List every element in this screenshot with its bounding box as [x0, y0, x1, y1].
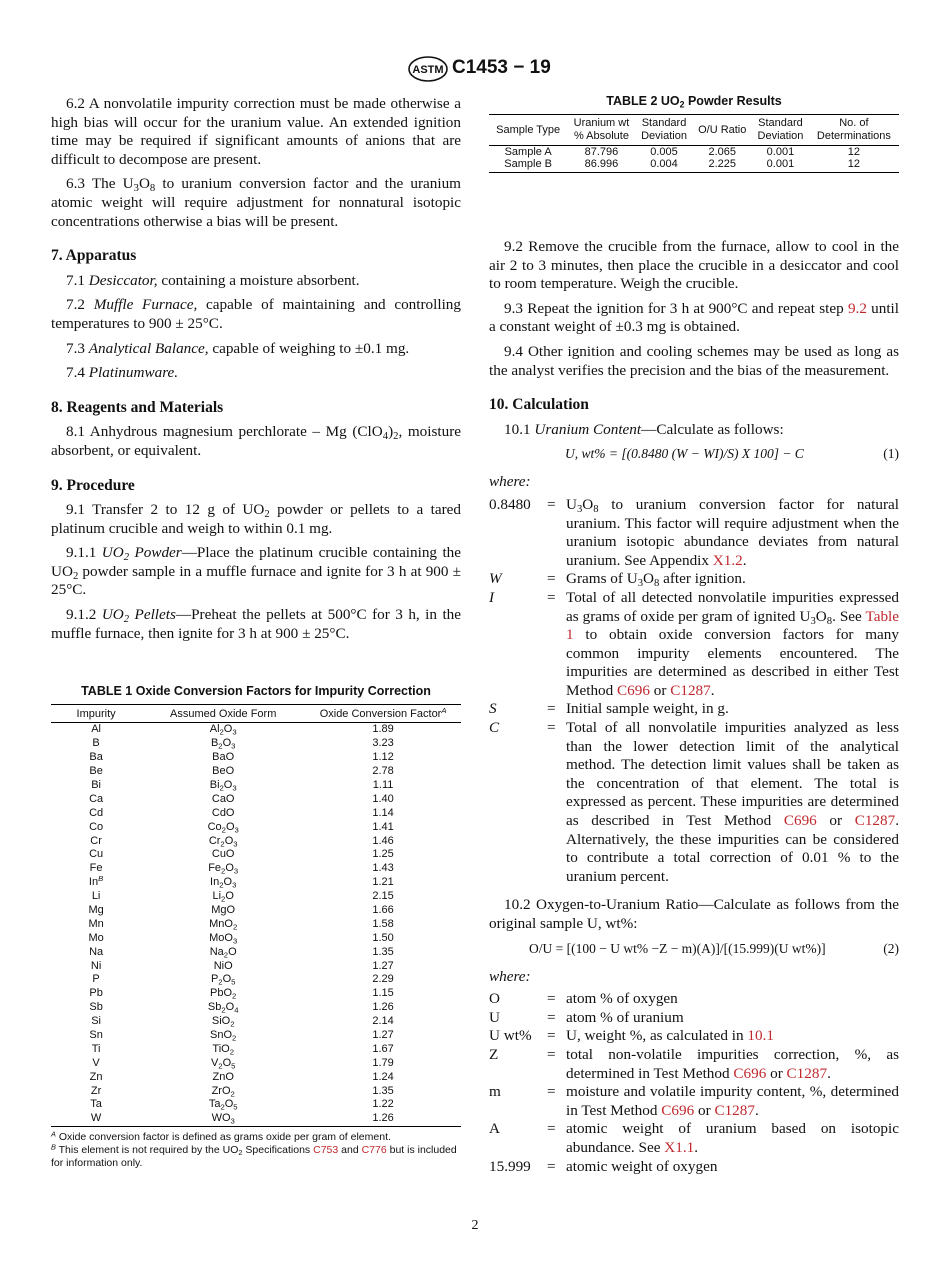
table-2-cell: 0.004 [636, 158, 693, 173]
table-2-cell: 12 [847, 146, 861, 158]
link-c696[interactable]: C696 [617, 681, 650, 699]
astm-logo-icon [408, 56, 448, 82]
oxide-form-cell: $B_2O_3$ [210, 737, 236, 751]
table-1-body [51, 723, 461, 1127]
equation-1-body: U, wt% = [(0.8480 (W − WI)/S) X 100] − C [565, 446, 804, 462]
definition-c: C = Total of all nonvolatile impurities analyzed as less than the lower detection limit of the analytical method. The detection limit values shall be taken as the concentration of that element. The total is expressed as percent. These impurities are determined as described in Test Method C696 or C1287. Alternatively, the these impurities can be considered to contribute a total correction of 0.01 % to the uranium percent. [489, 719, 899, 885]
oxide-form-cell: $Li_2O$ [212, 890, 234, 904]
oxide-form-cell: SnO$_2$ [210, 1029, 237, 1043]
table-1-footnotes [51, 1131, 461, 1170]
factor-cell: 1.79 [372, 1056, 394, 1069]
table-2-grid [489, 114, 899, 173]
impurity-cell: Mn [88, 917, 104, 930]
impurity-cell: Na [89, 945, 104, 958]
table-2-header: O/U Ratio [692, 115, 752, 146]
table-2-cell: Sample B [489, 158, 567, 173]
table-2-uo2-powder-results [489, 94, 899, 173]
factor-cell: 2.29 [372, 973, 394, 986]
link-c696[interactable]: C696 [783, 812, 817, 830]
para-10-2: 10.2 Oxygen-to-Uranium Ratio—Calculate as follows from the original sample U, wt%: [489, 896, 899, 932]
link-x1-2[interactable]: X1.2 [712, 551, 743, 569]
oxide-form-cell: $P_2O_5$ [210, 973, 236, 987]
equation-2-body: O/U = [(100 − U wt% −Z − m)(A)]/[(15.999)(U wt%)] [529, 940, 826, 956]
oxide-form-cell: SiO$_2$ [211, 1015, 235, 1029]
definition-15-999: 15.999 = atomic weight of oxygen [489, 1157, 718, 1175]
link-10-1[interactable]: 10.1 [747, 1027, 774, 1045]
document-code: C1453 − 19 [452, 57, 551, 78]
table-row [51, 848, 461, 862]
link-c1287[interactable]: C1287 [854, 812, 896, 830]
factor-cell: 1.24 [372, 1070, 394, 1083]
table-1-header-oxide-form: Assumed Oxide Form [141, 705, 305, 723]
definition-w: W = Grams of $U_3O_8$ after ignition. [489, 570, 746, 590]
page-number: 2 [471, 1218, 479, 1233]
definition-z: Z = total non-volatile impurities correction, %, as determined in Test Method C696 or C1287. [489, 1045, 899, 1082]
oxide-form-cell: CuO [211, 848, 235, 861]
para-7-1: 7.1 Desiccator, containing a moisture absorbent. [66, 271, 360, 289]
section-heading-reagents: 8. Reagents and Materials [51, 398, 224, 416]
equation-1-number: (1) [883, 446, 899, 462]
factor-cell: 1.35 [372, 1084, 394, 1097]
link-table-1[interactable]: Table 1 [566, 607, 900, 644]
definition-i: I = Total of all detected nonvolatile impurities expressed as grams of oxide per gram of ignited $U_3O_8$. See Table 1 to obtain oxide conversion factors for many common impurity elements encountered. The impurities are determined as described in either Test Method C696 or C1287. [489, 588, 900, 699]
link-c1287[interactable]: C1287 [670, 681, 711, 699]
oxide-form-cell: $Cr_2O_3$ [208, 834, 238, 848]
oxide-form-cell: ZnO [212, 1070, 234, 1083]
oxide-form-cell: $In_2O_3$ [210, 876, 237, 890]
impurity-cell: Mg [88, 904, 104, 917]
table-row [51, 1084, 461, 1098]
impurity-cell: Cd [89, 806, 104, 819]
impurity-cell: Ba [89, 751, 103, 764]
factor-cell: 1.22 [372, 1098, 394, 1111]
definition-m: m = moisture and volatile impurity content, %, determined in Test Method C696 or C1287. [489, 1083, 899, 1119]
link-c753[interactable]: C753 [313, 1143, 339, 1156]
table-2-cell: 86.996 [567, 158, 635, 173]
impurity-cell: Be [89, 765, 103, 778]
definition-a: A = atomic weight of uranium based on isotopic abundance. See X1.1. [489, 1120, 899, 1156]
impurity-cell: Zn [89, 1070, 103, 1083]
definition-o: O = atom % of oxygen [489, 990, 678, 1008]
factor-cell: 2.14 [372, 1015, 394, 1028]
oxide-form-cell: $Sb_2O_4$ [207, 1001, 239, 1015]
oxide-form-cell: CdO [211, 806, 235, 819]
para-7-2: 7.2 Muffle Furnace, capable of maintaining and controlling temperatures to 900 ± 25°C. [51, 296, 461, 332]
table-row [51, 820, 461, 834]
table-row [489, 158, 899, 173]
impurity-cell: B [92, 737, 100, 750]
table-row [51, 1098, 461, 1112]
table-2-header: Sample Type [489, 115, 567, 146]
factor-cell: 1.12 [372, 751, 394, 764]
footnote-a: $^A$ Oxide conversion factor is defined as grams oxide per gram of element. [51, 1129, 391, 1143]
factor-cell: 1.43 [372, 862, 394, 875]
impurity-cell: Pb [89, 987, 103, 1000]
impurity-cell: Zr [90, 1084, 102, 1097]
oxide-form-cell: PbO$_2$ [210, 987, 237, 1001]
factor-cell: 1.27 [372, 1029, 394, 1042]
definition-u: U = atom % of uranium [489, 1008, 684, 1026]
impurity-cell: P [92, 973, 100, 986]
table-2-cell: 12 [809, 158, 899, 173]
factor-cell: 1.50 [372, 931, 394, 944]
section-heading-calculation: 10. Calculation [489, 396, 589, 414]
factor-cell: 1.25 [372, 848, 394, 861]
page-header [0, 56, 950, 86]
oxide-form-cell: $V_2O_5$ [210, 1056, 236, 1071]
link-c696[interactable]: C696 [661, 1101, 695, 1119]
oxide-form-cell: MoO$_3$ [209, 931, 238, 946]
table-row [51, 723, 461, 737]
table-2-cell: 87.796 [584, 146, 619, 158]
factor-cell: 3.23 [372, 737, 394, 750]
para-9-1: 9.1 Transfer 2 to 12 g of $UO_2$ powder or pellets to a tared platinum crucible and weigh to within 0.1 mg. [51, 501, 461, 537]
oxide-form-cell: $Ta_2O_5$ [208, 1098, 238, 1112]
table-1-header-factor: Oxide Conversion Factor$^A$ [305, 705, 461, 723]
factor-cell: 1.41 [372, 820, 394, 833]
factor-cell: 1.14 [372, 806, 394, 819]
right-column [489, 238, 899, 1176]
impurity-cell: Fe [89, 862, 103, 875]
table-row [51, 792, 461, 806]
factor-cell: 1.21 [372, 876, 394, 889]
impurity-cell: Cr [90, 834, 102, 847]
table-row [51, 987, 461, 1001]
oxide-form-cell: ZrO$_2$ [211, 1084, 235, 1098]
link-c1287[interactable]: C1287 [786, 1064, 828, 1082]
para-9-3: 9.3 Repeat the ignition for 3 h at 900°C and repeat step 9.2 until a constant weight of ±0.3 mg is obtained. [489, 299, 899, 336]
factor-cell: 1.27 [372, 959, 394, 972]
table-1-oxide-conversion [51, 684, 461, 1170]
para-9-2: 9.2 Remove the crucible from the furnace, allow to cool in the air 2 to 3 minutes, then place the crucible in a desiccator and cool to room temperature. Weigh the crucible. [489, 238, 899, 293]
table-2-cell: 0.005 [650, 146, 678, 158]
link-c776[interactable]: C776 [361, 1143, 387, 1156]
table-2-cell: 0.001 [752, 158, 809, 173]
table-1-header-impurity: Impurity [51, 705, 141, 723]
factor-cell: 2.78 [372, 765, 394, 778]
para-7-4: 7.4 Platinumware. [66, 364, 179, 382]
para-7-3: 7.3 Analytical Balance, capable of weighing to ±0.1 mg. [66, 339, 410, 357]
equation-2-number: (2) [883, 940, 899, 956]
para-9-1-2: 9.1.2 $UO_2$ Pellets—Preheat the pellets at 500°C for 3 h, in the muffle furnace, then ignite for 3 h at 900 ± 25°C. [51, 606, 462, 642]
table-1-grid [51, 704, 461, 1127]
table-2-cell: Sample A [504, 146, 552, 158]
oxide-form-cell: NiO [213, 959, 233, 972]
factor-cell: 1.35 [372, 945, 394, 958]
table-row [51, 959, 461, 973]
table-row [51, 1029, 461, 1043]
factor-cell: 1.40 [372, 792, 394, 805]
table-2-cell: 0.001 [766, 146, 795, 158]
table-row [51, 862, 461, 876]
definition-s: S = Initial sample weight, in g. [489, 700, 729, 718]
table-row [51, 945, 461, 959]
table-row [51, 973, 461, 987]
impurity-cell: Co [89, 820, 104, 833]
impurity-cell: Bi [91, 779, 101, 791]
where-label-1: where: [489, 473, 531, 491]
table-2-header: Standard Deviation [636, 115, 693, 146]
oxide-form-cell: BaO [212, 751, 235, 764]
impurity-cell: $In^B$ [88, 874, 104, 889]
table-2-cell: 2.065 [708, 146, 736, 158]
table-row [51, 779, 461, 793]
factor-cell: 1.26 [372, 1001, 394, 1014]
table-row [51, 1015, 461, 1029]
table-row [51, 931, 461, 945]
factor-cell: 1.58 [372, 917, 394, 930]
table-2-header: Uranium wt % Absolute [567, 115, 635, 146]
table-row [51, 751, 461, 765]
para-9-1-1: 9.1.1 $UO_2$ Powder—Place the platinum crucible containing the $UO_2$ powder sample in a muffle furnace and ignite for 3 h at 900 ± 25°C. [51, 544, 462, 599]
table-row [51, 904, 461, 918]
impurity-cell: Mo [88, 931, 104, 944]
table-row [51, 1042, 461, 1056]
oxide-form-cell: BeO [212, 765, 235, 778]
table-row [51, 765, 461, 779]
impurity-cell: Ta [90, 1098, 102, 1111]
table-row [51, 917, 461, 931]
section-heading-procedure: 9. Procedure [51, 476, 135, 494]
oxide-form-cell: $Fe_2O_3$ [208, 862, 239, 876]
link-9-2[interactable]: 9.2 [847, 299, 867, 317]
factor-cell: 1.66 [372, 904, 394, 917]
impurity-cell: Cu [89, 848, 104, 861]
table-row [51, 834, 461, 848]
oxide-form-cell: CaO [211, 792, 235, 805]
para-8-1: 8.1 Anhydrous magnesium perchlorate – Mg $(ClO_4)_2$, moisture absorbent, or equivalent. [51, 423, 462, 459]
impurity-cell: Li [91, 890, 101, 903]
equation-2 [489, 940, 899, 958]
table-2-title: TABLE 2 $UO_2$ Powder Results [606, 94, 782, 110]
para-6-3: 6.3 The $U_3O_8$ to uranium conversion factor and the uranium atomic weight will require adjustment for nonnatural isotopic concentrations otherwise a bias will be present. [51, 175, 461, 230]
table-row [51, 890, 461, 904]
table-2-header: Standard Deviation [752, 115, 809, 146]
para-9-4: 9.4 Other ignition and cooling schemes may be used as long as the analyst verifies the precision and the bias of the measurement. [489, 342, 899, 379]
factor-cell: 2.15 [372, 890, 394, 903]
factor-cell: 1.89 [372, 723, 394, 736]
para-6-2: 6.2 A nonvolatile impurity correction must be made otherwise a high bias will occur for the uranium value. An extended ignition time may be required if significant amounts of anions that are difficult to decompose are present. [51, 95, 461, 168]
where-label-2: where: [489, 967, 531, 985]
table-row [51, 1112, 461, 1126]
oxide-form-cell: $Bi_2O_3$ [209, 779, 237, 793]
table-row [51, 737, 461, 751]
table-row [51, 876, 461, 890]
table-row [51, 806, 461, 820]
table-row [51, 1070, 461, 1084]
table-2-cell: 2.225 [692, 158, 752, 173]
definition-0848: 0.8480 = $U_3O_8$ to uranium conversion factor for natural uranium. This factor will require adjustment when the uranium isotopic abundance deviates from natural uranium. See Appendix X1.2. [489, 495, 899, 569]
oxide-form-cell: $WO_3$ [141, 1112, 305, 1126]
impurity-cell: V [92, 1056, 100, 1069]
impurity-cell: Si [91, 1015, 101, 1028]
para-10-1: 10.1 Uranium Content—Calculate as follows: [504, 420, 784, 438]
table-row [51, 1001, 461, 1015]
link-c696[interactable]: C696 [733, 1064, 767, 1082]
impurity-cell: Ca [89, 792, 104, 805]
section-heading-apparatus: 7. Apparatus [51, 247, 137, 265]
definition-u-wt: U wt% = U, weight %, as calculated in 10.1 [489, 1027, 774, 1045]
table-row [51, 1056, 461, 1070]
oxide-form-cell: MgO [211, 904, 236, 917]
left-column [51, 95, 461, 649]
factor-cell: 1.67 [372, 1042, 394, 1055]
footnote-b: $^B$ This element is not required by the $UO_2$ Specifications C753 and C776 but is included for information only. [51, 1142, 457, 1169]
impurity-cell: Sb [89, 1001, 103, 1014]
oxide-form-cell: TiO$_2$ [212, 1042, 234, 1057]
oxide-form-cell: $Al_2O_3$ [209, 723, 237, 737]
impurity-cell: Sn [89, 1029, 103, 1042]
impurity-cell: Al [91, 723, 101, 736]
svg-text:ASTM: ASTM [412, 64, 444, 76]
equation-1 [489, 445, 899, 463]
impurity-cell: Ni [90, 959, 102, 972]
factor-cell: 1.46 [372, 834, 394, 847]
factor-cell: 1.15 [372, 987, 394, 1000]
link-x1-1[interactable]: X1.1 [664, 1138, 695, 1156]
impurity-cell: W [51, 1112, 141, 1126]
oxide-form-cell: $Co_2O_3$ [207, 820, 239, 834]
factor-cell: 1.11 [372, 779, 394, 791]
impurity-cell: Ti [91, 1042, 101, 1055]
link-c1287[interactable]: C1287 [714, 1101, 755, 1119]
factor-cell: 1.26 [305, 1112, 461, 1126]
oxide-form-cell: $Na_2O$ [209, 945, 237, 959]
table-row [489, 146, 899, 159]
table-2-header: No. of Determinations [809, 115, 899, 146]
oxide-form-cell: MnO$_2$ [209, 917, 238, 932]
table-1-title: TABLE 1 Oxide Conversion Factors for Impurity Correction [81, 684, 431, 698]
